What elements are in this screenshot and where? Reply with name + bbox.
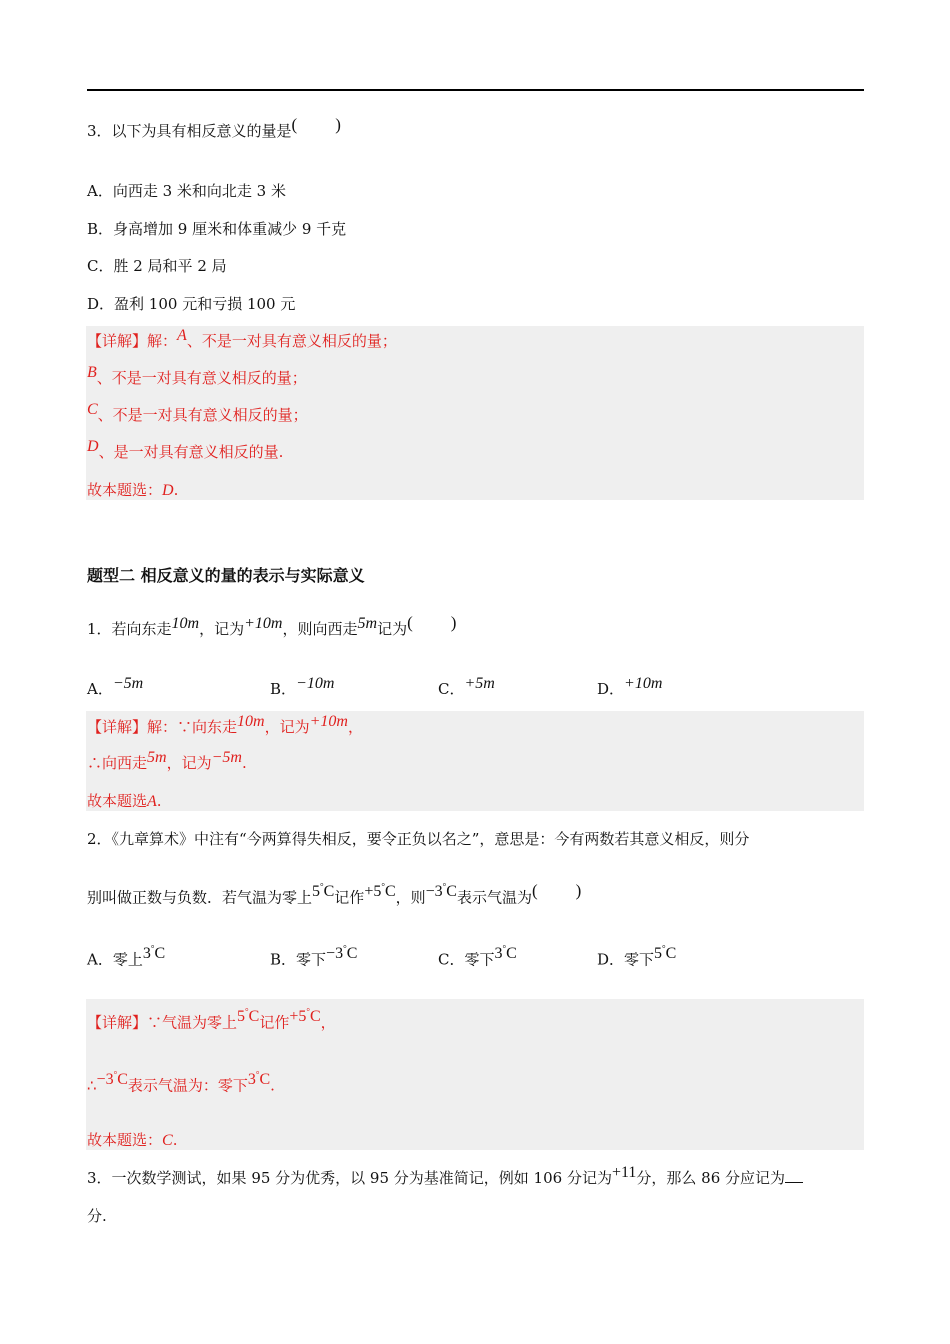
s2q1-option-b: B．−10m: [270, 675, 335, 698]
answer-paren-close: ): [335, 115, 341, 134]
q3-answer-line-4: D、是一对具有意义相反的量.: [87, 438, 284, 461]
section-heading: 题型二 相反意义的量的表示与实际意义: [87, 566, 365, 585]
q3-answer-final: 故本题选：D.: [87, 481, 179, 499]
s2q2-option-a: A．零上3°C: [87, 944, 166, 969]
s2q1-option-c: C．+5m: [438, 675, 495, 698]
s2q1-answer-line-1: 【详解】解：∵向东走10m，记为+10m，: [87, 713, 363, 736]
q3-answer-line-2: B、不是一对具有意义相反的量；: [87, 364, 307, 387]
s2q1-stem: 1．若向东走10m，记为+10m，则向西走5m记为( ): [87, 613, 457, 638]
q3-option-b: B．身高增加 9 厘米和体重减少 9 千克: [87, 220, 347, 238]
answer-paren-open: (: [531, 881, 538, 901]
s2q3-line-2: 分.: [87, 1207, 107, 1225]
q3-answer-line-1: 【详解】解：A、不是一对具有意义相反的量；: [87, 327, 397, 350]
q3-stem: 3．以下为具有相反意义的量是( ): [87, 115, 341, 140]
answer-paren-close: ): [575, 881, 582, 901]
s2q1-option-a: A．−5m: [87, 675, 144, 698]
answer-paren-open: (: [291, 115, 298, 134]
s2q2-option-c: C．零下3°C: [438, 944, 517, 969]
q3-option-a: A．向西走 3 米和向北走 3 米: [87, 182, 286, 200]
s2q2-answer-final: 故本题选：C.: [87, 1131, 178, 1149]
answer-paren-open: (: [407, 613, 413, 632]
s2q2-option-b: B．零下−3°C: [270, 944, 358, 969]
s2q1-answer-final: 故本题选A.: [87, 792, 162, 810]
q3-option-d: D．盈利 100 元和亏损 100 元: [87, 295, 296, 313]
s2q2-answer-line-2: ∴−3°C表示气温为：零下3°C.: [87, 1070, 275, 1095]
q3-option-c: C．胜 2 局和平 2 局: [87, 257, 227, 275]
s2q3-line-1: 3．一次数学测试，如果 95 分为优秀，以 95 分为基准简记，例如 106 分记为+11分，那么 86 分应记为: [87, 1168, 803, 1189]
answer-blank[interactable]: [785, 1168, 803, 1183]
s2q2-line-1: 2．《九章算术》中注有“今两算得失相反，要令正负以名之”，意思是：今有两数若其意义相反，则分: [87, 830, 750, 848]
q3-answer-line-3: C、不是一对具有意义相反的量；: [87, 401, 308, 424]
s2q2-option-d: D．零下5°C: [597, 944, 677, 969]
answer-paren-close: ): [450, 613, 457, 632]
s2q1-answer-line-2: ∴向西走5m，记为−5m.: [87, 749, 247, 772]
header-rule: [87, 89, 864, 91]
s2q2-answer-line-1: 【详解】∵气温为零上5°C记作+5°C，: [87, 1007, 336, 1032]
s2q2-line-2: 别叫做正数与负数．若气温为零上5°C记作+5°C，则−3°C表示气温为( ): [87, 881, 582, 907]
s2q1-option-d: D．+10m: [597, 675, 663, 698]
